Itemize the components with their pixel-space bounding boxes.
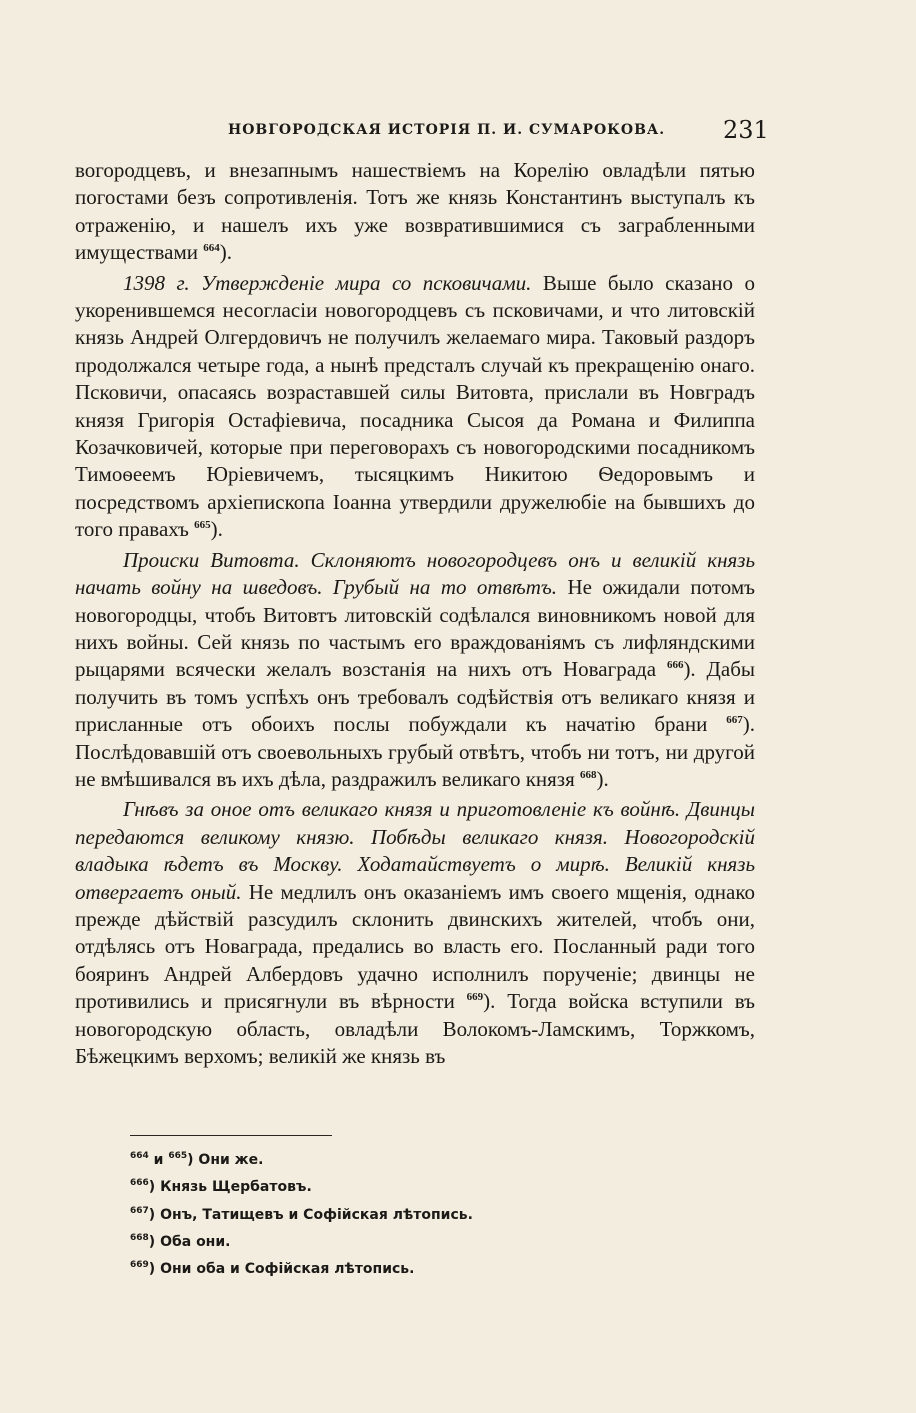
paragraph-text: ). Дабы получить въ томъ успѣхъ онъ требовалъ содѣйствія отъ великаго князя и присланные отъ обоихъ послы побуждали къ начатію брани (75, 657, 755, 737)
paragraph-text: ). (219, 240, 233, 265)
body-text (75, 157, 755, 1070)
paragraph-text: вогородцевъ, и внезапнымъ нашествіемъ на Корелію овладѣли пятью погостами безъ сопротивленія. Тотъ же князь Константинъ выступалъ къ отраженію, и нашелъ ихъ уже возвратившимися съ заграбленными имуществами (75, 158, 755, 265)
footnote-mark: 664 (130, 1151, 149, 1161)
footnote-ref: 664 (203, 242, 220, 255)
footnote-mark: 668 (130, 1232, 149, 1243)
page-number: 231 (723, 116, 769, 144)
footnote-text: ) Онъ, Татищевъ и Софійская лѣтопись. (148, 1206, 473, 1223)
paragraph-text: ). Послѣдовавшій отъ своевольныхъ грубый отвѣтъ, чтобъ ни тотъ, ни другой не вмѣшивался въ ихъ дѣла, раздражилъ великаго князя (75, 712, 755, 791)
footnote-666 (130, 1174, 730, 1201)
footnote-668 (130, 1229, 730, 1256)
section-heading: 1398 г. Утвержденіе мира со псковичами. (123, 270, 532, 295)
footnote-669 (130, 1256, 730, 1283)
footnote-text: ) Они же. (187, 1152, 264, 1168)
paragraph-4 (75, 796, 755, 1070)
paragraph-text: ). (210, 517, 223, 542)
footnote-667 (130, 1202, 730, 1229)
section-heading: Происки Витовта. Склоняютъ новогородцевъ онъ и великій князь начать войну на шведовъ. Грубый на то отвѣтъ. (75, 547, 755, 600)
running-title: НОВГОРОДСКАЯ ИСТОРІЯ П. И. СУМАРОКОВА. (228, 122, 666, 138)
footnote-text: ) Оба они. (148, 1233, 231, 1250)
paragraph-text: ). (596, 766, 609, 791)
section-heading: Гнѣвъ за оное отъ великаго князя и приготовленіе къ войнѣ. Двинцы передаются великому князю. Побѣды великаго князя. Новогородскій владыка ѣдетъ въ Москву. Ходатайствуетъ о мирѣ. Великій князь отвергаетъ оный. (75, 797, 755, 904)
footnote-ref: 666 (666, 659, 684, 672)
paragraph-text: Не ожидали потомъ новогородцы, чтобъ Витовтъ литовскій содѣлался виновникомъ новой для нихъ войны. Сей князь по частымъ его враждованіямъ съ лифляндскими рыцарями всячески желалъ возстанія на нихъ отъ Новаграда (75, 575, 755, 682)
footnote-mark: 667 (130, 1205, 149, 1216)
paragraph-3 (75, 547, 755, 794)
paragraph-text: ). Тогда войска вступили въ новогородскую область, овладѣли Волокомъ-Ламскимъ, Торжкомъ, Бѣжецкимъ верхомъ; великій же князь въ (75, 989, 755, 1068)
footnotes (130, 1147, 730, 1283)
footnote-ref: 667 (726, 714, 743, 727)
footnote-ref: 668 (580, 768, 597, 781)
footnote-mark: 666 (130, 1178, 149, 1189)
footnote-text: ) Князь Щербатовъ. (148, 1179, 312, 1196)
footnote-mark: 669 (130, 1260, 149, 1271)
footnote-text: ) Они оба и Софійская лѣтопись. (148, 1261, 415, 1278)
paragraph-2 (75, 270, 755, 544)
paragraph-text: Не медлилъ онъ оказаніемъ имъ своего мщенія, однако прежде дѣйствій разсудилъ склонить двинскихъ жителей, чтобъ они, отдѣлясь отъ Новаграда, предались во власть его. Посланный ради того бояринъ Андрей Албердовъ удачно исполнилъ порученіе; двинцы не противились и присягнули въ вѣрности (75, 879, 755, 1014)
footnote-ref: 669 (466, 991, 484, 1004)
footnote-mark: 665 (168, 1151, 188, 1161)
footnote-conjunction: и (148, 1152, 169, 1168)
footnote-divider (130, 1135, 332, 1136)
running-head (0, 116, 916, 146)
footnote-664-665 (130, 1147, 730, 1174)
footnote-ref: 665 (194, 519, 211, 532)
paragraph-1 (75, 157, 755, 267)
paragraph-text: Выше было сказано о укоренившемся несогласіи новогородцевъ съ псковичами, и что литовскій князь Андрей Олгердовичъ не получилъ желаемаго мира. Таковый раздоръ продолжался четыре года, а нынѣ предсталъ случай къ прекращенію онаго. Псковичи, опасаясь возраставшей силы Витовта, прислали въ Новградъ князя Григорія Остафіевича, посадника Сысоя да Романа и Филиппа Козачковичей, которые при переговорахъ съ новогородскими посадникомъ Тимоѳеемъ Юріевичемъ, тысяцкимъ Никитою Ѳедоровымъ и посредствомъ архіепископа Іоанна утвердили дружелюбіе на бывшихъ до того правахъ (75, 270, 755, 542)
